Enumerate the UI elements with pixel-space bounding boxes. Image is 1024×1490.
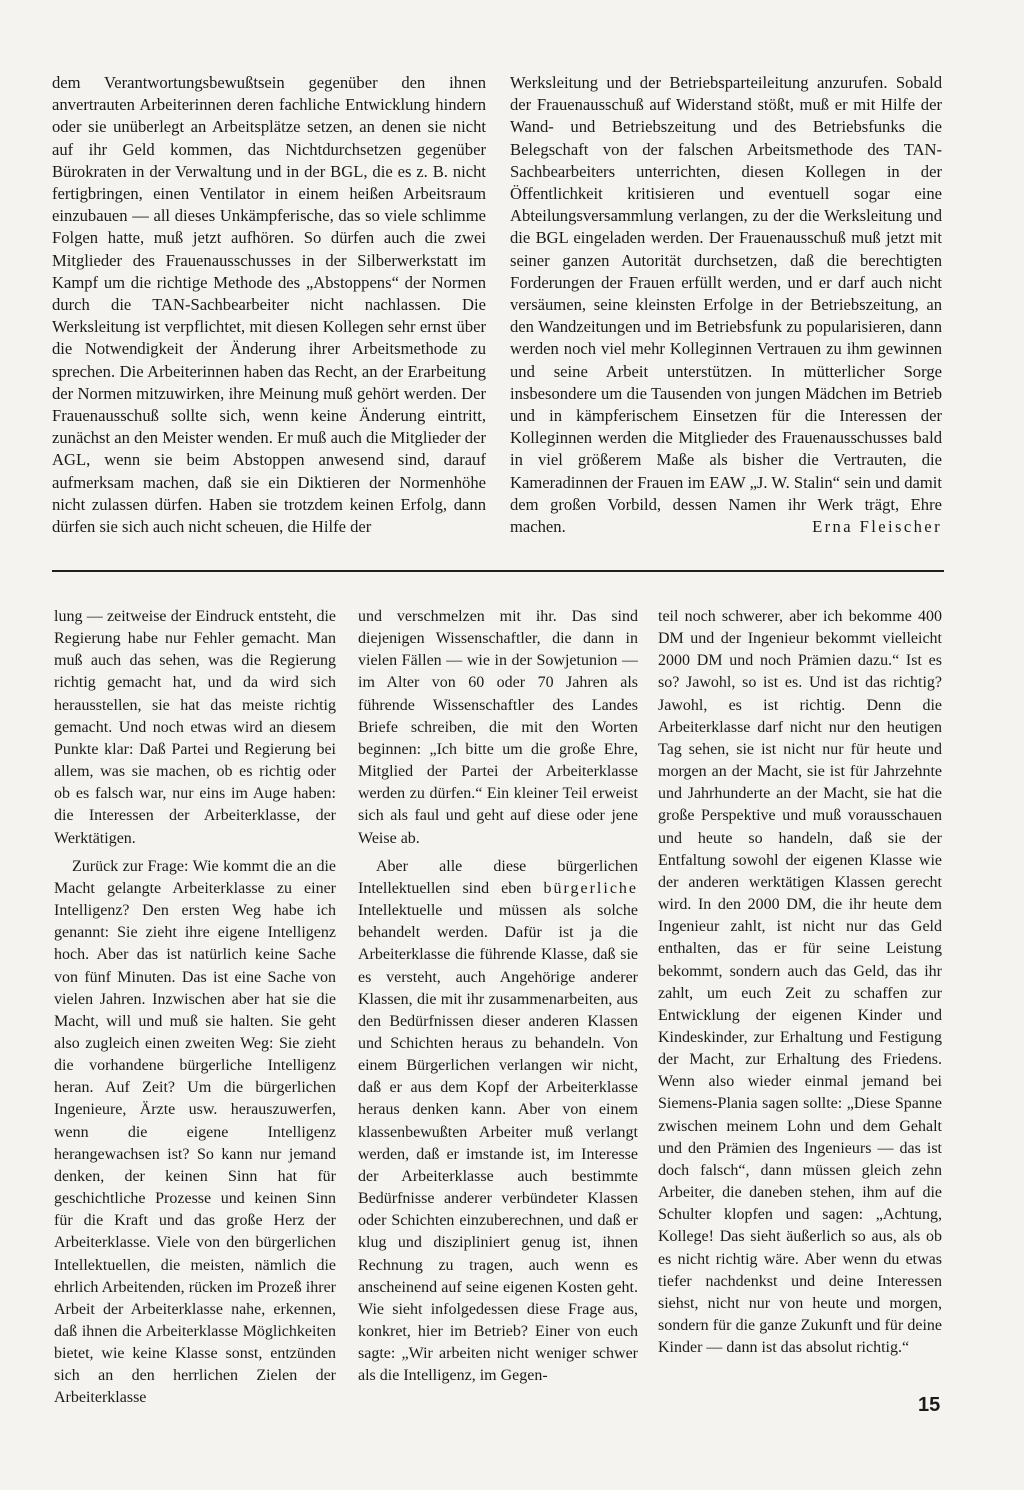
column-3-paragraph-1: teil noch schwerer, aber ich bekomme 400 DM und der Ingenieur bekommt vielleicht 2000 DM und noch Prämien dazu.“ Ist es so? Jawohl, so ist es. Und ist das richtig? Jawohl, es ist richtig. Denn die Arbeiterklasse darf nicht nur den heutigen Tag sehen, sie ist nicht nur für heute und morgen an der Macht, sie ist für Jahrzehnte und Jahrhunderte an der Macht, sie hat die große Perspektive und muß vorausschauen und heute so handeln, daß sie der Entfaltung sowohl der eigenen Klasse wie der anderen werktätigen Klassen gerecht wird. In den 2000 DM, die ihr heute dem Ingenieur zahlt, ist nicht nur das Geld enthalten, das er für seine Leistung bekommt, sondern auch das Geld, das ihr zahlt, um euch Zeit zu schaffen zur Entwicklung der eigenen Kinder und Kindeskinder, zur Erhaltung und Festigung der Macht, zur Erhaltung des Friedens. Wenn also wieder einmal jemand bei Siemens-Plania sagen sollte: „Diese Spanne zwischen meinem Lohn und dem Gehalt und den Prämien des Ingenieurs — das ist doch falsch“, dann müssen gleich zehn Arbeiter, die daneben stehen, ihm auf die Schulter klopfen und sagen: „Achtung, Kollege! Das sieht äußerlich so aus, als ob es nicht richtig wäre. Aber wenn du etwas tiefer nachdenkst und deine Interessen siehst, nicht nur von heute und morgen, sondern für die ganze Zukunft und für deine Kinder — dann ist das absolut richtig.“ [658, 608, 942, 1357]
author-signature: Erna Fleischer [812, 517, 942, 537]
spaced-emphasis-word: bürgerliche [543, 879, 638, 897]
column-2-paragraph-2 [358, 856, 638, 1388]
top-left-column [52, 72, 486, 538]
top-right-column [510, 72, 942, 538]
page-number: 15 [918, 1394, 941, 1416]
column-2-paragraph-2-rest: Intellektuelle und müssen als solche behandelt werden. Dafür ist ja die Arbeiterklasse die führende Klasse, daß sie es versteht, auch Angehörige anderer Klassen, die mit ihr zusammenarbeiten, aus den Bedürfnissen dieser anderen Klassen und Schichten heraus zu behandeln. Von einem Bürgerlichen verlangen wir nicht, daß er aus dem Kopf der Arbeiterklasse heraus denken kann. Aber von einem klassenbewußten Arbeiter muß verlangt werden, daß er imstande ist, im Interesse der Arbeiterklasse auch bestimmte Bedürfnisse anderer verbündeter Klassen oder Schichten einzuberechnen, und daß er klug und diszipliniert genug ist, ihnen Rechnung zu tragen, auch wenn es anscheinend auf seine eigenen Kosten geht. Wie sieht infolgedessen diese Frage aus, konkret, hier im Betrieb? Einer von euch sagte: „Wir arbeiten nicht weniger schwer als die Intelligenz, im Gegen- [358, 902, 638, 1385]
column-2-paragraph-2-start: Aber alle diese bürgerlichen Intellektuellen sind eben [358, 857, 638, 897]
top-left-paragraph: dem Verantwortungsbewußtsein gegenüber den ihnen anvertrauten Arbeiterinnen deren fachliche Entwicklung hindern oder sie unüberlegt an Arbeitsplätze setzen, an denen sie nicht auf ihr Geld kommen, das Nichtdurchsetzen gegenüber Bürokraten in der Verwaltung und in der BGL, die es z. B. nicht fertigbringen, einen Ventilator in einem heißen Arbeitsraum einzubauen — all dieses Unkämpferische, das so viele schlimme Folgen hatte, muß jetzt aufhören. So dürfen auch die zwei Mitglieder des Frauenausschusses in der Silberwerkstatt im Kampf um die richtige Methode des „Abstoppens“ der Normen durch die TAN-Sachbearbeiter nicht nachlassen. Die Werksleitung ist verpflichtet, mit diesen Kollegen sehr ernst über die Notwendigkeit der Änderung ihrer Arbeitsmethode zu sprechen. Die Arbeiterinnen haben das Recht, an der Erarbeitung der Normen mitzuwirken, ihre Meinung muß gehört werden. Der Frauenausschuß sollte sich, wenn keine Änderung eintritt, zunächst an den Meister wenden. Er muß auch die Mitglieder der AGL, wenn sie beim Abstoppen anwesend sind, darauf aufmerksam machen, daß sie ein Diktieren der Normenhöhe nicht zulassen dürfen. Haben sie trotzdem keinen Erfolg, dann dürfen sie sich auch nicht scheuen, die Hilfe der [52, 73, 486, 537]
column-2-paragraph-1: und verschmelzen mit ihr. Das sind diejenigen Wissenschaftler, die dann in vielen Fällen — wie in der Sowjetunion — im Alter von 60 oder 70 Jahren als führende Wissenschaftler des Landes Briefe schreiben, die mit den Worten beginnen: „Ich bitte um die große Ehre, Mitglied der Partei der Arbeiterklasse werden zu dürfen.“ Ein kleiner Teil erweist sich als faul und geht auf diese oder jene Weise ab. [358, 608, 638, 847]
top-right-paragraph: Werksleitung und der Betriebsparteileitung anzurufen. Sobald der Frauenausschuß auf Widerstand stößt, muß er mit Hilfe der Wand- und Betriebszeitung und des Betriebsfunks die Belegschaft von der falschen Arbeitsmethode des TAN-Sachbearbeiters unterrichten, diesen Kollegen in der Öffentlichkeit kritisieren und eventuell sogar eine Abteilungsversammlung verlangen, zu der die Werksleitung und die BGL eingeladen werden. Der Frauenausschuß muß jetzt mit seiner ganzen Autorität durchsetzen, daß die berechtigten Forderungen der Frauen erfüllt werden, und er darf auch nicht versäumen, seine kleinsten Erfolge in der Betriebszeitung, an den Wandzeitungen und im Betriebsfunk zu popularisieren, dann werden noch viel mehr Kolleginnen Vertrauen zu ihm gewinnen und seine Arbeit unterstützen. In mütterlicher Sorge insbesondere um die Tausenden von jungen Mädchen im Betrieb und in kämpferischem Einsetzen für die Interessen der Kolleginnen werden die Mitglieder des Frauenausschusses bald in viel größerem Maße als bisher die Vertrauten, die Kameradinnen der Frauen im EAW „J. W. Stalin“ sein und damit dem großen Vorbild, dessen Namen ihr Werk trägt, Ehre machen. [510, 73, 942, 537]
section-divider [52, 570, 944, 572]
bottom-column-3 [658, 606, 942, 1359]
bottom-column-1 [54, 606, 336, 1410]
column-1-paragraph-2: Zurück zur Frage: Wie kommt die an die Macht gelangte Arbeiterklasse zu einer Intelligenz? Den ersten Weg habe ich genannt: Sie zieht ihre eigene Intelligenz hoch. Aber das ist natürlich keine Sache von fünf Minuten. Das ist eine Sache von vielen Jahren. Inzwischen aber hat sie die Macht, will und muß sie halten. Sie geht also zugleich einen zweiten Weg: Sie zieht die vorhandene bürgerliche Intelligenz heran. Auf Zeit? Um die bürgerlichen Ingenieure, Ärzte usw. herauszuwerfen, wenn die eigene Intelligenz herangewachsen ist? So kann nur jemand denken, der keinen Sinn hat für geschichtliche Prozesse und keinen Sinn für die Kraft und das große Herz der Arbeiterklasse. Viele von den bürgerlichen Intellektuellen, die meisten, nämlich die ehrlich Arbeitenden, rücken im Prozeß ihrer Arbeit der Arbeiterklasse nahe, erkennen, daß ihnen die Arbeiterklasse Möglichkeiten bietet, wie keine Klasse sonst, entzünden sich an den herrlichen Zielen der Arbeiterklasse [54, 857, 336, 1407]
bottom-column-2 [358, 606, 638, 1387]
column-1-paragraph-1: lung — zeitweise der Eindruck entsteht, die Regierung habe nur Fehler gemacht. Man muß auch das sehen, was die Regierung richtig gemacht hat, und da wird sich herausstellen, sie hat das meiste richtig gemacht. Und noch etwas wird an diesem Punkte klar: Daß Partei und Regierung bei allem, was sie machen, ob es richtig oder ob es falsch war, nur eins im Auge haben: die Interessen der Arbeiterklasse, der Werktätigen. [54, 608, 336, 847]
